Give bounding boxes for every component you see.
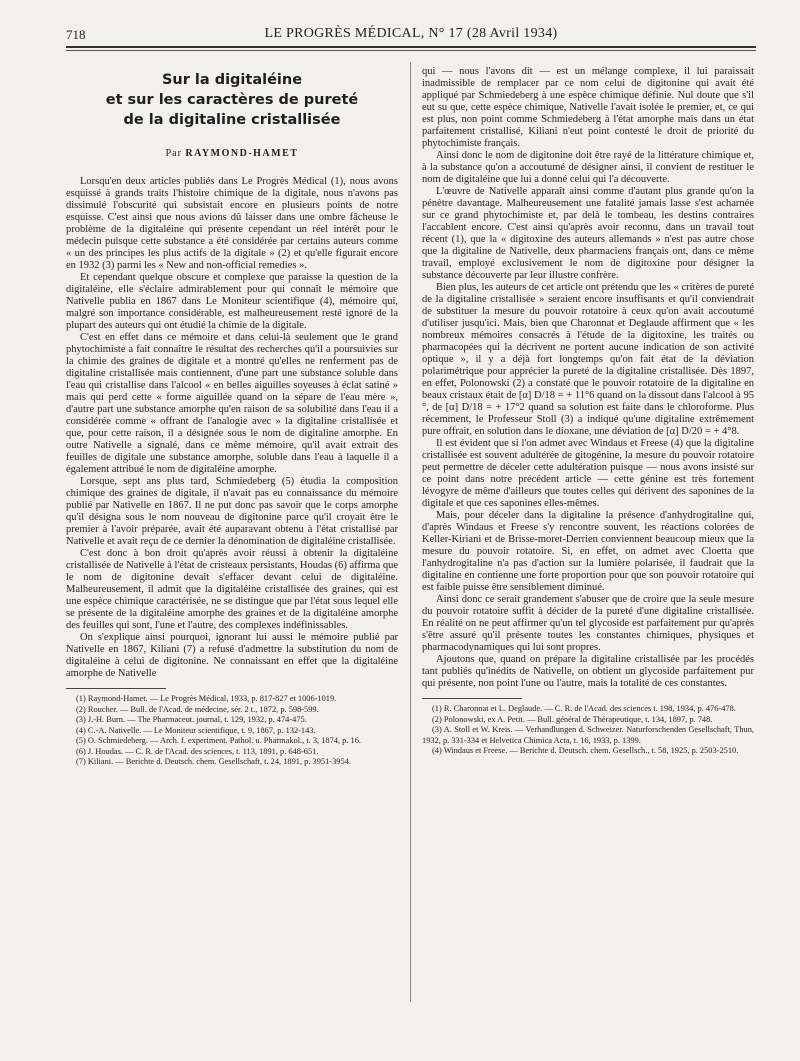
footnote: (4) C.-A. Nativelle. — Le Moniteur scientifique, t. 9, 1867, p. 132-143. xyxy=(76,725,316,735)
footnote: (2) Polonowski, ex A. Petit. — Bull. général de Thérapeutique, t. 134, 1897, p. 748. xyxy=(432,714,713,724)
left-column xyxy=(66,66,398,768)
right-column xyxy=(422,66,754,757)
footnote: (1) Raymond-Hamet. — Le Progrès Médical, 1933, p. 817-827 et 1006-1019. xyxy=(76,694,337,703)
paragraph: C'est en effet dans ce mémoire et dans celui-là seulement que le grand phytochimiste a fait connaître le résultat des recherches qu'il a poursuivies sur la chimie des graines de digitale et a montré qu'elles ne renferment pas de digitaline cristallisée mais contiennent, d'une part une substance soluble dans l'eau qui cristallise dans l'alcool « en belles aiguilles soyeuses à éclat satiné » mais qui perd cette « forme aiguillée quand on la sépare de l'eau mère », d'autre part une substance amorphe qu'en raison de sa solubilité dans l'eau il a considérée comme « offrant de l'analogie avec » la digitaline cristallisée et que, pour cette raison, il a désignée sous le nom de digitaline amorphe. En outre Nativelle a signalé, dans ce même mémoire, qu'il avait extrait des feuilles de digitale une substance amorphe, soluble dans l'eau à laquelle il a également attribué le nom de digitaléine amorphe. xyxy=(66,332,398,475)
footnote: (1) R. Charonnat et L. Deglaude. — C. R. de l'Acad. des sciences t. 198, 1934, p. 476-478. xyxy=(432,704,736,713)
paragraph: Ainsi donc le nom de digitonine doit être rayé de la littérature chimique et, à la substance qu'on a accoutumé de désigner ainsi, il convient de restituer le nom de digitaléine que lui a donné celui qui l'a découverte. xyxy=(422,150,754,185)
paragraph: qui — nous l'avons dit — est un mélange complexe, il lui paraissait inadmissible de remplacer par ce nom celui de digitonine qui avait été appliqué par Schmiedeberg à une espèce chimique définie. Nul doute que s'il eut su que, cette espèce chimique, Nativelle l'avait isolée le premier, et, ce qui est plus, non point comme Schmiedeberg à l'état amorphe mais dans un état parfaitement cristallisé, Kiliani n'eut point contesté le droit de priorité du phytochimiste français. xyxy=(422,66,754,149)
footnote-rule xyxy=(422,698,522,699)
journal-title: LE PROGRÈS MÉDICAL, N° 17 (28 Avril 1934) xyxy=(264,26,558,41)
running-header xyxy=(66,22,756,42)
paragraph: Ainsi donc ce serait grandement s'abuser que de croire que la seule mesure du pouvoir rotatoire suffit à décider de la pureté d'une digitaline cristallisée. En réalité on ne peut affirmer qu'un tel glycoside est parfaitement pur qu'après s'être assuré qu'il présente toutes les constantes chimiques, physiques et pharmacodynamiques qui lui sont propres. xyxy=(422,594,754,653)
paragraph: Il est évident que si l'on admet avec Windaus et Freese (4) que la digitaline cristallisée est souvent adultérée de gitogénine, la mesure du pouvoir rotatoire peut permettre de déceler cette adultération puisque — nous avons insisté sur ce point dans notre précédent article — cette génine est très fortement lévogyre de même d'ailleurs que toutes celles qui dérivent des saponines de la digitale et que ces saponines elles-mêmes. xyxy=(422,438,754,509)
footnote-rule xyxy=(66,688,166,689)
byline-prefix: Par xyxy=(165,148,182,159)
footnote: (4) Windaus et Freese. — Berichte d. Deutsch. chem. Gesellsch., t. 58, 1925, p. 2503-2510. xyxy=(432,746,739,755)
title-line: de la digitaline cristallisée xyxy=(123,112,341,128)
paragraph: Mais, pour déceler dans la digitaline la présence d'anhydrogitaline qui, d'après Windaus et Freese s'y rencontre souvent, les réactions colorées de Keller-Kiriani et de Brisse-moret-Derrien conviennent beaucoup mieux que la mesure du pouvoir rotatoire. Si, en effet, on admet avec Cloetta que l'anhydrogitaline n'a pas d'action sur la lumière polarisée, il faudrait que la digitaline en contienne une forte proportion pour que son pouvoir rotatoire qui est faible puisse être sensiblement diminué. xyxy=(422,510,754,593)
paragraph: Et cependant quelque obscure et complexe que paraisse la question de la digitaléine, elle s'éclaire admirablement pour qui connaît le mémoire que Nativelle publia en 1867 dans Le Moniteur scientifique (4), mémoire qui, malgré son importance considérable, est malheureusement resté ignoré de la plupart des auteurs qui ont étudié la chimie de la digitale. xyxy=(66,272,398,331)
page-number: 718 xyxy=(66,27,86,42)
footnote: (7) Kiliani. — Berichte d. Deutsch. chem. Gesellschaft, t. 24, 1891, p. 3951-3954. xyxy=(76,757,351,766)
paragraph: Lorsqu'en deux articles publiés dans Le Progrès Médical (1), nous avons esquissé à grands traits l'histoire chimique de la digitale, nous n'avons pas dissimulé l'obscurité qui subsistait encore en plusieurs points de notre esquisse. C'est ainsi que nous avions dû laisser dans une ombre fâcheuse le problème de la digitaléine qui présente cependant un réel intérêt pour le médecin puisque cette substance a été considérée par certains auteurs comme « un des principes les plus actifs de la digitale » (2) et qu'elle figurait encore en 1932 (3) parmi les « New and non-official remedies ». xyxy=(66,176,398,271)
footnote: (2) Roucher. — Bull. de l'Acad. de médecine, sér. 2 t., 1872, p. 598-599. xyxy=(76,704,319,714)
paragraph: L'œuvre de Nativelle apparaît ainsi comme d'autant plus grande qu'on la pénètre davantage. Malheureusement une fatalité jamais lasse s'est acharnée sur ce grand phytochimiste et, par delà le tombeau, les destins contraires l'accablent encore. C'est ainsi qu'après avoir reconnu, dans un travail tout récent (1), que la « digitoxine des auteurs allemands » n'est pas autre chose que la digitaline de Nativelle, deux pharmaciens français ont, dans ce même travail, employé exclusivement le nom de digitoxine pour désigner la substance découverte par leur illustre confrère. xyxy=(422,186,754,281)
title-line: et sur les caractères de pureté xyxy=(105,92,359,108)
paragraph: On s'explique ainsi pourquoi, ignorant lui aussi le mémoire publié par Nativelle en 1867, Kiliani (7) a refusé d'admettre la substitution du nom de digitaléine à celui de digitonine. Ne connaissant en effet que la digitaléine amorphe de Nativelle xyxy=(66,632,398,679)
header-rule xyxy=(66,46,756,48)
column-divider xyxy=(410,62,411,1002)
paragraph: Ajoutons que, quand on prépare la digitaline cristallisée par les procédés tant publiés qu'inédits de Nativelle, on obtient un glycoside parfaitement pur qui présente, non point l'une ou l'autre, mais la totalité de ces constantes. xyxy=(422,654,754,689)
paragraph: Lorsque, sept ans plus tard, Schmiedeberg (5) étudia la composition chimique des graines de digitale, il n'avait pas eu connaissance du mémoire publié par Nativelle en 1867. Il ne put donc pas savoir que le corps amorphe qu'il désigna sous le nom nouveau de digitonine parce qu'il croyait être le premier à l'avoir préparée, avait été auparavant obtenu à l'état cristallisé par Nativelle et avait reçu de ce dernier la dénomination de digitaléine cristallisée. xyxy=(66,476,398,547)
author-name: RAYMOND-HAMET xyxy=(185,148,299,159)
paragraph: Bien plus, les auteurs de cet article ont prétendu que les « critères de pureté de la digitaline cristallisée » seraient encore insuffisants et qu'il conviendrait de substituer la mesure du pouvoir rotatoire à ceux qu'on avait accoutumé d'utiliser jusqu'ici. Mais, bien que Charonnat et Deglaude affirment que « les nombreux mémoires consacrés à l'étude de la digitoxine, les traités ou pharmacopées qui la décrivent ne portent aucune indication de son activité optique », il y a déjà fort longtemps qu'on fait état de la déviation polarimétrique pour apprécier la pureté de la digitaline cristallisée. Dès 1897, en effet, Polonowski (2) a constaté que le pouvoir rotatoire de la digitaline en beaux cristaux était de [α] D/18 = + 11°6 quand on la dissout dans l'alcool à 95 °, de [α] D/18 = + 17°2 quand sa solution est faite dans le chloroforme. Plus récemment, le Professeur Stoll (3) a indiqué qu'une digitaline extrêmement pure offrait, en solution dans le dioxane, une déviation de [α] D/20 = + 4°8. xyxy=(422,282,754,437)
footnote: (5) O. Schmiedeberg. — Arch. f. experiment. Pathol. u. Pharmakol., t. 3, 1874, p. 16. xyxy=(76,736,362,745)
article-title xyxy=(66,70,398,130)
footnote: (6) J. Houdas. — C. R. de l'Acad. des sciences, t. 113, 1891, p. 648-651. xyxy=(76,746,319,756)
header-rule-thin xyxy=(66,50,756,51)
byline xyxy=(66,148,398,160)
footnote: (3) J.-H. Burn. — The Pharmaceut. journal, t. 129, 1932, p. 474-475. xyxy=(76,715,307,724)
title-line: Sur la digitaléine xyxy=(161,72,303,88)
footnote: (3) A. Stoll et W. Kreis. — Verhandlungen d. Schweizer. Naturforschenden Gesellschaft, Thun, 1932, p. 331-334 et Helvetica Chimica Acta, t. 16, 1933, p. 1399. xyxy=(422,725,754,745)
paragraph: C'est donc à bon droit qu'après avoir réussi à obtenir la digitaléine cristallisée de Nativelle à l'état de cristeaux persistants, Houdas (6) affirma que le nom de digitonine devait s'effacer devant celui de digitaléine. Malheureusement, il admit que la digitaléine cristallisée des graines, qui est une espèce chimique caractérisée, ne se distingue que par l'état sous lequel elle se présente de la digitaléine amorphe des graines et de la digitaléine amorphe des feuilles qui sont, l'une et l'autre, des complexes indéfinissables. xyxy=(66,548,398,631)
